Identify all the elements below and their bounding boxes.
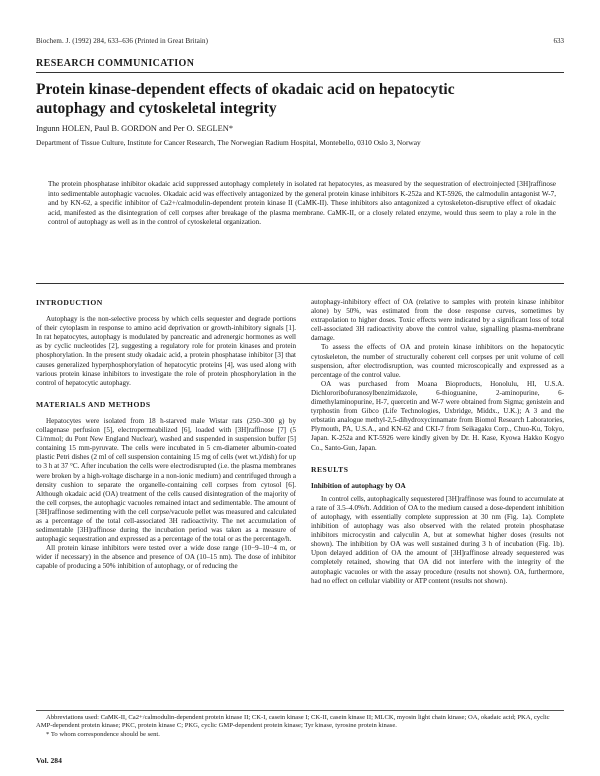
left-column xyxy=(36,298,296,572)
footnotes xyxy=(36,714,564,739)
methods-heading: MATERIALS AND METHODS xyxy=(36,399,151,409)
header-divider xyxy=(36,72,564,73)
abstract: The protein phosphatase inhibitor okadaic acid suppressed autophagy completely in isolated rat hepatocytes, as measured by the sequestration of electroinjected [3H]raffinose into sedimentable autophagic vacuoles. Okadaic acid was effectively antagonized by the general protein kinase inhibitors K-252a and KT-5926, the calmodulin antagonist W-7, and by KN-62, a specific inhibitor of Ca2+/calmodulin-dependent protein kinase II (CaMK-II). These inhibitors also antagonized a cytoskeleton-disruptive effect of okadaic acid, manifested as the disintegration of cell corpses after breakage of the plasma membrane. CaMK-II, or a closely related enzyme, would thus seem to play a role in the control of autophagy as well as in the control of cytoskeletal organization. xyxy=(48,180,556,227)
cytoskeleton-assay-paragraph: To assess the effects of OA and protein kinase inhibitors on the hepatocytic cytoskeleton, the number of structurally coherent cell corpses per unit volume of cell suspension, after electrodisruption, was counted microscopically and expressed as a percentage of the control value. xyxy=(311,343,564,379)
article-title: Protein kinase-dependent effects of okadaic acid on hepatocytic autophagy and cytoskeletal integrity xyxy=(36,81,455,117)
materials-source-paragraph: OA was purchased from Moana Bioproducts, Honolulu, HI, U.S.A. Dichlororibofuranosylbenzimidazole, 6-thioguanine, 2-aminopurine, 6-dimethylaminopurine, H-7, quercetin and W-7 were obtained from Sigma; genistein and tyrphostin from Gibco (Life Technologies, Uxbridge, Middx., U.K.); A 3 and the erbstatin analogue methyl-2,5-dihydroxycinnamate from Biomol Research Laboratories, Plymouth, PA, U.S.A., and KN-62 and CKI-7 from Seikagaku Corp., Chuo-Ku, Tokyo, Japan. K-252a and KT-5926 were kindly given by Dr. H. Kase, Kyowa Hakko Kogyo Co., Santo-Gun, Japan. xyxy=(311,379,564,452)
section-label: RESEARCH COMMUNICATION xyxy=(36,58,195,69)
affiliation: Department of Tissue Culture, Institute for Cancer Research, The Norwegian Radium Hospital, Montebello, 0310 Oslo 3, Norway xyxy=(36,138,421,147)
results-heading: RESULTS xyxy=(311,464,349,474)
introduction-heading: INTRODUCTION xyxy=(36,298,103,307)
page-number: 633 xyxy=(553,37,564,45)
footnote-divider xyxy=(36,710,564,711)
journal-citation: Biochem. J. (1992) 284, 633–636 (Printed in Great Britain) xyxy=(36,37,209,45)
methods-paragraph: Hepatocytes were isolated from 18 h-starved male Wistar rats (250–300 g) by collagenase perfusion [5], electropermeabilized [6], loaded with [3H]raffinose [7] (5 Ci/mmol; du Pont New England Nuclear), washed and suspended in suspension buffer [5] containing 15 mm-pyruvate. The cells were incubated in 5 cm-diameter albumin-coated plastic Petri dishes (2 ml of cell suspension containing 15 mg of cells (wet wt.)/dish) for up to 3 h at 37 °C. After incubation the cells were electrodisrupted (i.e. the plasma membranes were broken by a high-voltage discharge in a non-ionic medium) and centrifuged through a density cushion to separate the organelle-containing cell corpses from cytosol [6]. Although okadaic acid (OA) treatment of the cells caused disintegration of the majority of the cell corpses, the autophagic vacuoles remained intact and sedimentable. The amount of [3H]raffinose sedimenting with the cell corpse/vacuole pellet was measured and calculated as a percentage of the total cell-associated 3H radioactivity. The net accumulation of sedimentable [3H]raffinose during the incubation period was taken as a measure of autophagic sequestration and expressed as a percentage of the total or as the percentage/h. xyxy=(36,416,296,544)
correspondence-footnote: * To whom correspondence should be sent. xyxy=(46,730,160,738)
volume-label: Vol. 284 xyxy=(36,756,62,765)
author-list: Ingunn HOLEN, Paul B. GORDON and Per O. SEGLEN* xyxy=(36,124,234,133)
methods-paragraph-2: All protein kinase inhibitors were tested over a wide dose range (10−9–10−4 m, or wider if necessary) in the absence and presence of OA (10–15 nm). The dose of inhibitor capable of producing a 50% inhibition of autophagy, or of reducing the xyxy=(36,544,296,571)
results-paragraph: In control cells, autophagically sequestered [3H]raffinose was found to accumulate at a rate of 3.5–4.0%/h. Addition of OA to the medium caused a dose-dependent inhibition of autophagy, with essentially complete suppression at 30 nm (Fig. 1a). Complete inhibition of autophagy was also observed with the related protein phosphatase inhibitors microcystin and calyculin A, but at somewhat higher doses (results not shown). The inhibition by OA was well sustained during 3 h of incubation (Fig. 1b). Upon delayed addition of OA the amount of [3H]raffinose already sequestered was completely retained, showing that OA did not interfere with the integrity of the autophagic vacuoles or with the assay procedure (results not shown). OA, furthermore, had no effect on cellular viability or ATP content (results not shown). xyxy=(311,494,564,585)
right-column xyxy=(311,298,564,586)
abbreviations-footnote: Abbreviations used: CaMK-II, Ca2+/calmodulin-dependent protein kinase II; CK-I, casein kinase I; CK-II, casein kinase II; MLCK, myosin light chain kinase; OA, okadaic acid; PKA, cyclic AMP-dependent protein kinase; PKC, protein kinase C; PKG, cyclic GMP-dependent protein kinase; Tyr kinase, tyrosine protein kinase. xyxy=(36,714,550,730)
introduction-paragraph: Autophagy is the non-selective process by which cells sequester and degrade portions of their cytoplasm in response to amino acid deprivation or growth-inhibitory signals [1]. In rat hepatocytes, autophagy is modulated by pancreatic and adrenergic hormones as well as by cyclic nucleotides [2], suggesting a regulatory role for protein kinases and protein phosphorylation. In the present study okadaic acid, a protein phosphatase inhibitor [3] that causes generalized hyperphosphorylation of hepatocytic proteins [4], was used along with various protein kinase inhibitors to investigate the role of protein phosphorylation in the control of hepatocytic autophagy. xyxy=(36,315,296,387)
results-subheading: Inhibition of autophagy by OA xyxy=(311,481,406,490)
methods-continued-paragraph: autophagy-inhibitory effect of OA (relative to samples with protein kinase inhibitor alone) by 50%, was estimated from the dose response curves, sometimes by extrapolation to higher doses. Toxic effects were indicated by a significant loss of total cell-associated 3H radioactivity above the control value, signalling plasma-membrane damage. xyxy=(311,298,564,343)
abstract-divider xyxy=(36,283,564,284)
